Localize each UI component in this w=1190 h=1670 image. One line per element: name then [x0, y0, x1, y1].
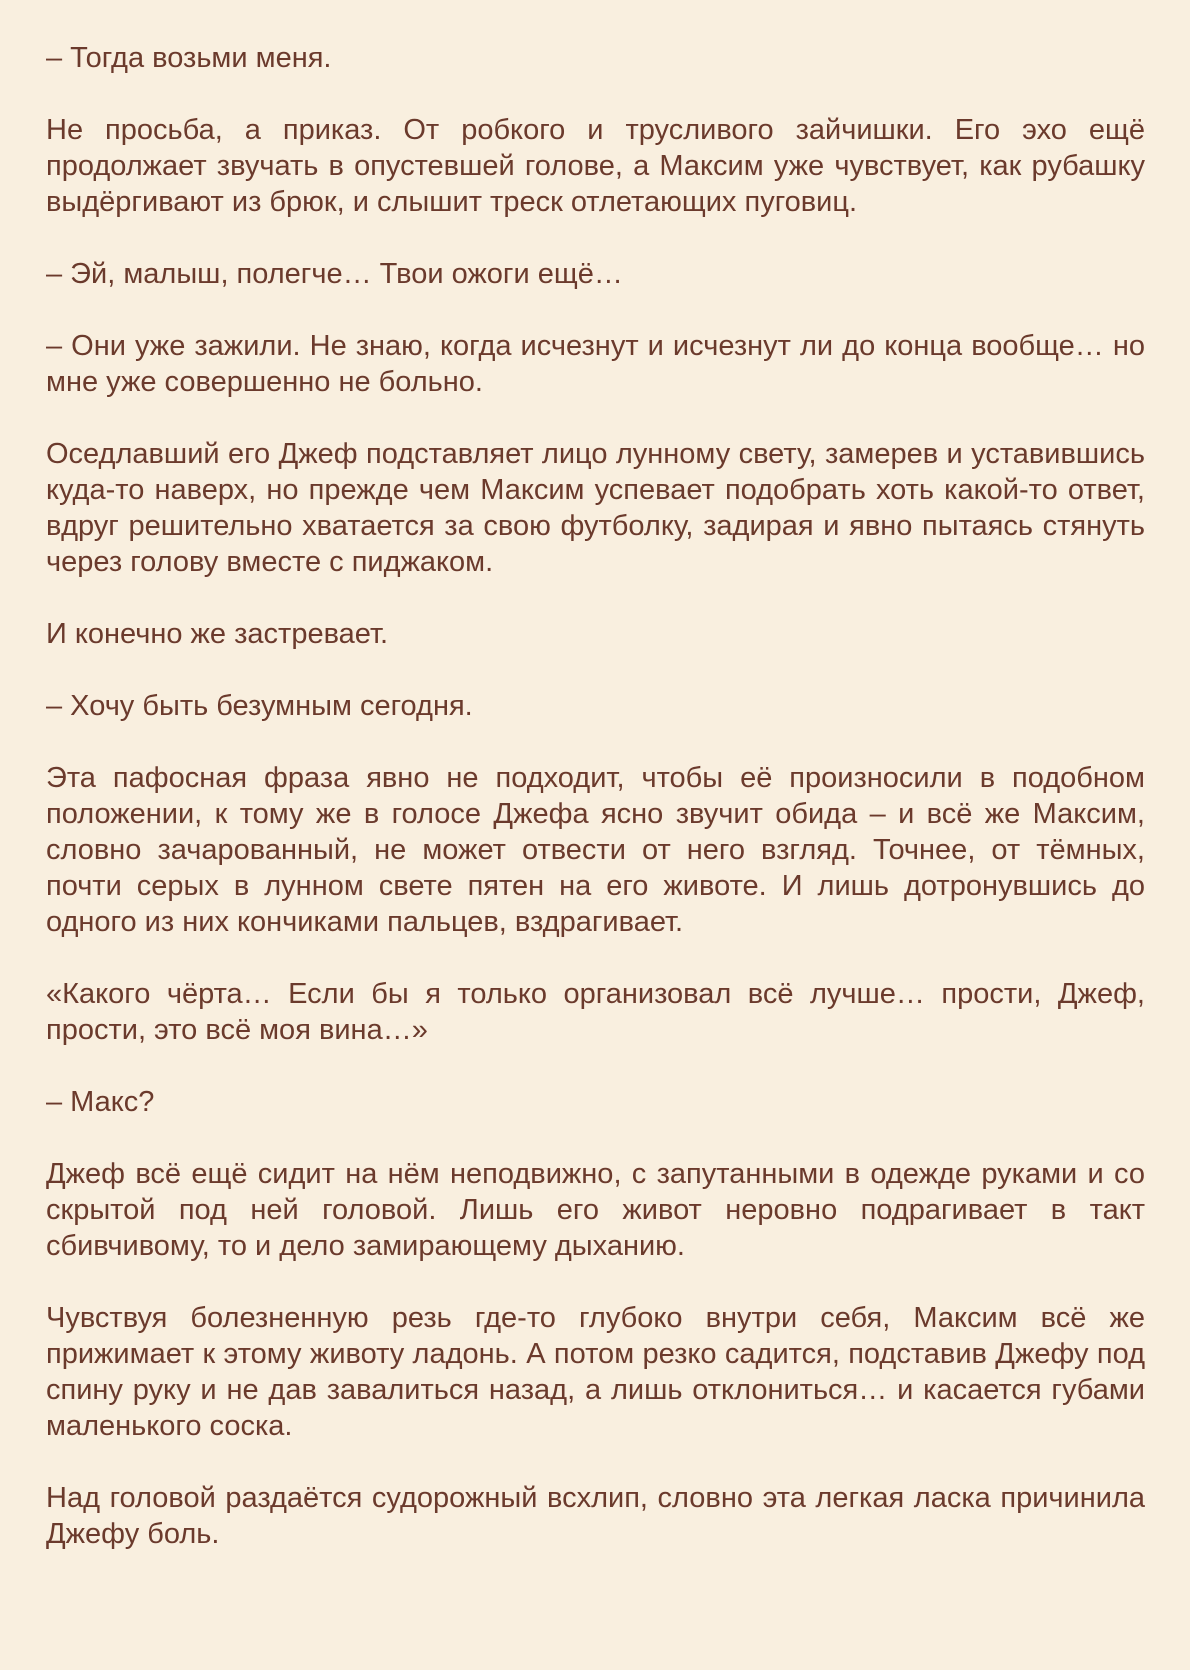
paragraph-10: – Макс? [46, 1086, 155, 1118]
paragraph-8: Эта пафосная фраза явно не подходит, чтобы её произносили в подобном положении, к тому же в голосе Джефа ясно звучит обида – и всё же Максим, словно зачарованный, не может отвести от него взгляд. Точнее, от тёмных, почти серых в лунном свете пятен на его животе. И лишь дотронувшись до одного из них кончиками пальцев, вздрагивает. [46, 762, 1145, 938]
paragraph-1: – Тогда возьми меня. [46, 42, 332, 74]
paragraph-13: Над головой раздаётся судорожный всхлип, словно эта легкая ласка причинила Джефу боль. [46, 1482, 1145, 1550]
paragraph-3: – Эй, малыш, полегче… Твои ожоги ещё… [46, 258, 623, 290]
paragraph-4: – Они уже зажили. Не знаю, когда исчезнут и исчезнут ли до конца вообще… но мне уже совершенно не больно. [46, 330, 1145, 398]
paragraph-7: – Хочу быть безумным сегодня. [46, 690, 473, 722]
paragraph-5: Оседлавший его Джеф подставляет лицо лунному свету, замерев и уставившись куда-то наверх, но прежде чем Максим успевает подобрать хоть какой-то ответ, вдруг решительно хватается за свою футболку, задирая и явно пытаясь стянуть через голову вместе с пиджаком. [46, 438, 1145, 578]
paragraph-6: И конечно же застревает. [46, 618, 389, 650]
paragraph-12: Чувствуя болезненную резь где-то глубоко внутри себя, Максим всё же прижимает к этому животу ладонь. А потом резко садится, подставив Джефу под спину руку и не дав завалиться назад, а лишь отклониться… и касается губами маленького соска. [46, 1302, 1145, 1442]
paragraph-9: «Какого чёрта… Если бы я только организовал всё лучше… прости, Джеф, прости, это всё моя вина…» [46, 978, 1145, 1046]
paragraph-2: Не просьба, а приказ. От робкого и трусливого зайчишки. Его эхо ещё продолжает звучать в опустевшей голове, а Максим уже чувствует, как рубашку выдёргивают из брюк, и слышит треск отлетающих пуговиц. [46, 114, 1145, 218]
story-text [46, 40, 1145, 1552]
paragraph-11: Джеф всё ещё сидит на нём неподвижно, с запутанными в одежде руками и со скрытой под ней головой. Лишь его живот неровно подрагивает в такт сбивчивому, то и дело замирающему дыханию. [46, 1158, 1145, 1262]
